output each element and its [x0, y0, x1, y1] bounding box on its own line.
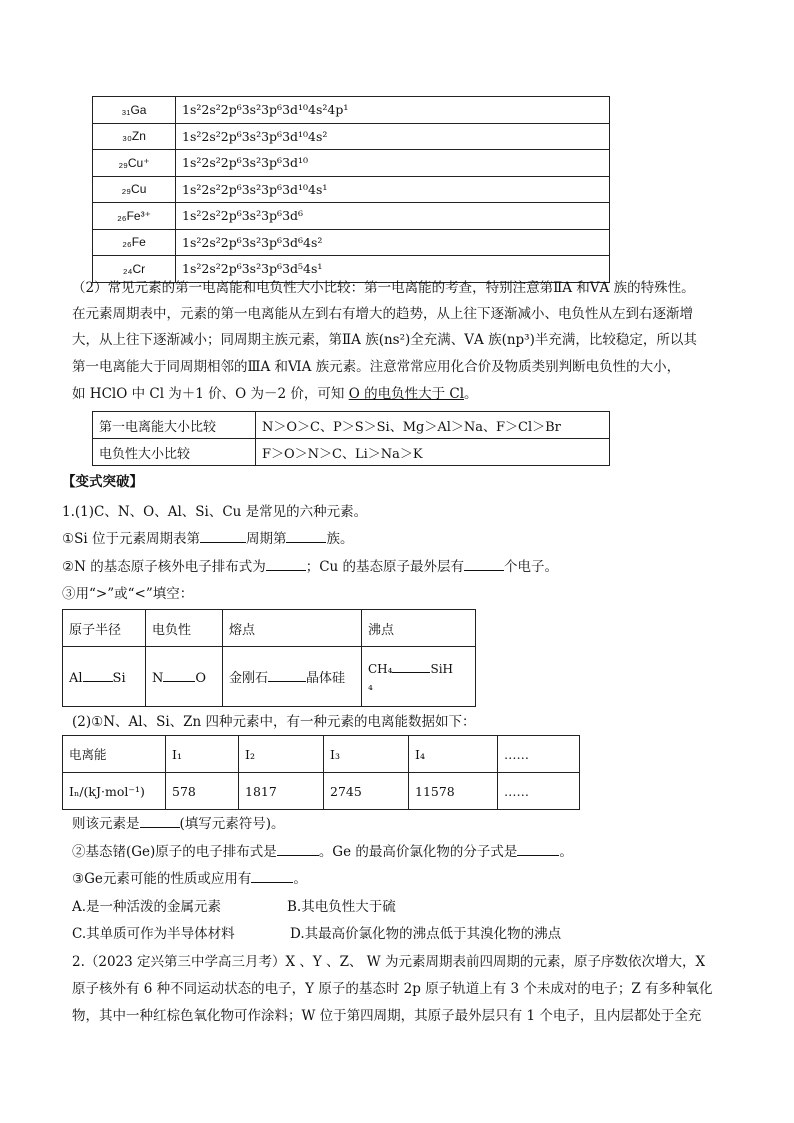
question-text: (填写元素符号)。	[179, 816, 285, 832]
column-header: I₃	[324, 736, 409, 773]
question-text: ；Cu 的基态原子最外层有	[305, 559, 465, 575]
question-text: 则该元素是	[72, 816, 140, 832]
config-cell: 1s²2s²2p⁶3s²3p⁶3d¹⁰4s²4p¹	[176, 97, 610, 124]
table-row	[93, 229, 610, 256]
config-cell: 1s²2s²2p⁶3s²3p⁶3d¹⁰4s¹	[176, 176, 610, 203]
table-row	[63, 773, 580, 810]
row-label: 电负性大小比较	[93, 439, 256, 466]
table-cell: 578	[166, 773, 239, 810]
column-header: 熔点	[223, 610, 362, 647]
cell-text: CH₄	[368, 661, 393, 676]
table-cell: 11578	[409, 773, 498, 810]
question-text: ③Ge元素可能的性质或应用有	[72, 871, 252, 887]
question-text: 周期第	[245, 531, 287, 547]
cell-text: Si	[112, 670, 126, 686]
question-line: ③用“>”或“<”填空：	[62, 586, 194, 602]
question-text: 个电子。	[504, 559, 559, 575]
ionization-energy-table	[62, 735, 580, 810]
row-label: 第一电离能大小比较	[93, 412, 256, 439]
column-header: I₂	[239, 736, 324, 773]
element-cell: ₂₄Cr	[93, 256, 176, 283]
question-line: 物，其中一种红棕色氧化物可作涂料；W 位于第四周期，其原子最外层只有 1 个电子，且内层都处于全充	[72, 1008, 702, 1024]
question-text: 。Ge 的最高价氯化物的分子式是	[318, 844, 518, 860]
paragraph-text: 。	[464, 386, 478, 402]
underlined-text: O 的电负性大于 Cl	[348, 386, 465, 402]
question-line: 2.（2023 定兴第三中学高三月考）X 、Y 、Z、 W 为元素周期表前四周期的元素，原子序数依次增大，X	[72, 954, 706, 970]
answer-blank[interactable]	[286, 529, 326, 543]
question-line	[72, 840, 573, 860]
question-text: 。	[293, 871, 307, 887]
fill-cell	[362, 647, 476, 707]
option-a[interactable]: A.是一种活泼的金属元素	[72, 899, 222, 915]
paragraph-line: 在元素周期表中，元素的第一电离能从左到右有增大的趋势，从上往下逐渐减小、电负性从左到右逐渐增	[72, 306, 693, 322]
answer-blank[interactable]	[268, 668, 306, 682]
question-line	[62, 555, 558, 575]
config-cell: 1s²2s²2p⁶3s²3p⁶3d¹⁰	[176, 150, 610, 177]
element-cell: ₂₉Cu⁺	[93, 150, 176, 177]
table-row	[93, 439, 610, 466]
question-text: 族。	[326, 531, 354, 547]
fill-cell	[223, 647, 362, 707]
answer-blank[interactable]	[140, 814, 180, 828]
table-row	[93, 176, 610, 203]
electron-config-table	[92, 96, 610, 283]
config-cell: 1s²2s²2p⁶3s²3p⁶3d⁶	[176, 203, 610, 230]
element-cell: ₂₉Cu	[93, 176, 176, 203]
table-cell: ……	[498, 773, 580, 810]
column-header: 电离能	[63, 736, 166, 773]
row-value: N＞O＞C、P＞S＞Si、Mg＞Al＞Na、F＞Cl＞Br	[256, 412, 610, 439]
cell-text: SiH	[430, 661, 453, 676]
section-title: 【变式突破】	[62, 474, 143, 490]
config-cell: 1s²2s²2p⁶3s²3p⁶3d⁶4s²	[176, 229, 610, 256]
table-cell: 2745	[324, 773, 409, 810]
table-row	[93, 203, 610, 230]
element-cell: ₂₆Fe³⁺	[93, 203, 176, 230]
fill-cell	[63, 647, 146, 707]
answer-blank[interactable]	[200, 529, 246, 543]
column-header: 原子半径	[63, 610, 146, 647]
table-row	[93, 123, 610, 150]
row-label: Iₙ/(kJ·mol⁻¹)	[63, 773, 166, 810]
cell-text: Al	[69, 670, 83, 686]
paragraph-line: 大，从上往下逐渐减小；同周期主族元素，第ⅡA 族(ns²)全充满、ⅤA 族(np³)半充满，比较稳定，所以其	[72, 332, 697, 348]
cell-text: O	[195, 670, 207, 686]
question-text: ①Si 位于元素周期表第	[62, 531, 200, 547]
config-cell: 1s²2s²2p⁶3s²3p⁶3d¹⁰4s²	[176, 123, 610, 150]
answer-blank[interactable]	[517, 842, 559, 856]
column-header: 电负性	[146, 610, 223, 647]
answer-blank[interactable]	[163, 668, 195, 682]
table-header-row	[63, 736, 580, 773]
row-value: F＞O＞N＞C、Li＞Na＞K	[256, 439, 610, 466]
option-b[interactable]: B.其电负性大于硫	[287, 899, 396, 915]
comparison-table	[92, 411, 610, 466]
question-intro: 1.(1)C、N、O、Al、Si、Cu 是常见的六种元素。	[62, 504, 368, 520]
option-c[interactable]: C.其单质可作为半导体材料	[72, 926, 235, 942]
question-text: ②基态锗(Ge)原子的电子排布式是	[72, 844, 277, 860]
question-line: 原子核外有 6 种不同运动状态的电子，Y 原子的基态时 2p 原子轨道上有 3 个未成对的电子；Z 有多种氧化	[72, 981, 713, 997]
question-line	[62, 527, 353, 547]
table-row	[63, 647, 476, 707]
paragraph-text: 如 HClO 中 Cl 为＋1 价、O 为－2 价，可知	[72, 386, 349, 402]
table-row	[93, 150, 610, 177]
question-line: (2)①N、Al、Si、Zn 四种元素中，有一种元素的电离能数据如下：	[72, 714, 476, 730]
table-header-row	[63, 610, 476, 647]
cell-text: 金刚石	[229, 671, 269, 686]
question-text: ②N 的基态原子核外电子排布式为	[62, 559, 266, 575]
column-header: 沸点	[362, 610, 476, 647]
table-row	[93, 412, 610, 439]
answer-blank[interactable]	[266, 557, 306, 571]
paragraph-line: 第一电离能大于同周期相邻的ⅢA 和ⅥA 族元素。注意常常应用化合价及物质类别判断电负性的大小，	[72, 359, 681, 375]
question-text: 。	[559, 844, 573, 860]
question-line	[72, 812, 285, 832]
option-d[interactable]: D.其最高价氯化物的沸点低于其溴化物的沸点	[290, 926, 562, 942]
fill-cell	[146, 647, 223, 707]
config-cell: 1s²2s²2p⁶3s²3p⁶3d⁵4s¹	[176, 256, 610, 283]
table-cell: 1817	[239, 773, 324, 810]
element-cell: ₃₁Ga	[93, 97, 176, 124]
answer-blank[interactable]	[464, 557, 504, 571]
paragraph-line: （2）常见元素的第一电离能和电负性大小比较：第一电离能的考查，特别注意第ⅡA 和ⅤA 族的特殊性。	[72, 280, 695, 296]
column-header: I₁	[166, 736, 239, 773]
comparison-fill-table	[62, 609, 476, 707]
answer-blank[interactable]	[277, 842, 319, 856]
cell-text: 晶体硅	[306, 671, 346, 686]
cell-text: N	[152, 670, 164, 686]
answer-blank[interactable]	[251, 869, 293, 883]
cell-text: ₄	[368, 678, 373, 693]
element-cell: ₂₆Fe	[93, 229, 176, 256]
paragraph-line	[72, 382, 478, 402]
table-row	[93, 97, 610, 124]
answer-blank[interactable]	[392, 659, 430, 673]
column-header: ……	[498, 736, 580, 773]
element-cell: ₃₀Zn	[93, 123, 176, 150]
column-header: I₄	[409, 736, 498, 773]
question-line	[72, 867, 307, 887]
answer-blank[interactable]	[83, 668, 113, 682]
